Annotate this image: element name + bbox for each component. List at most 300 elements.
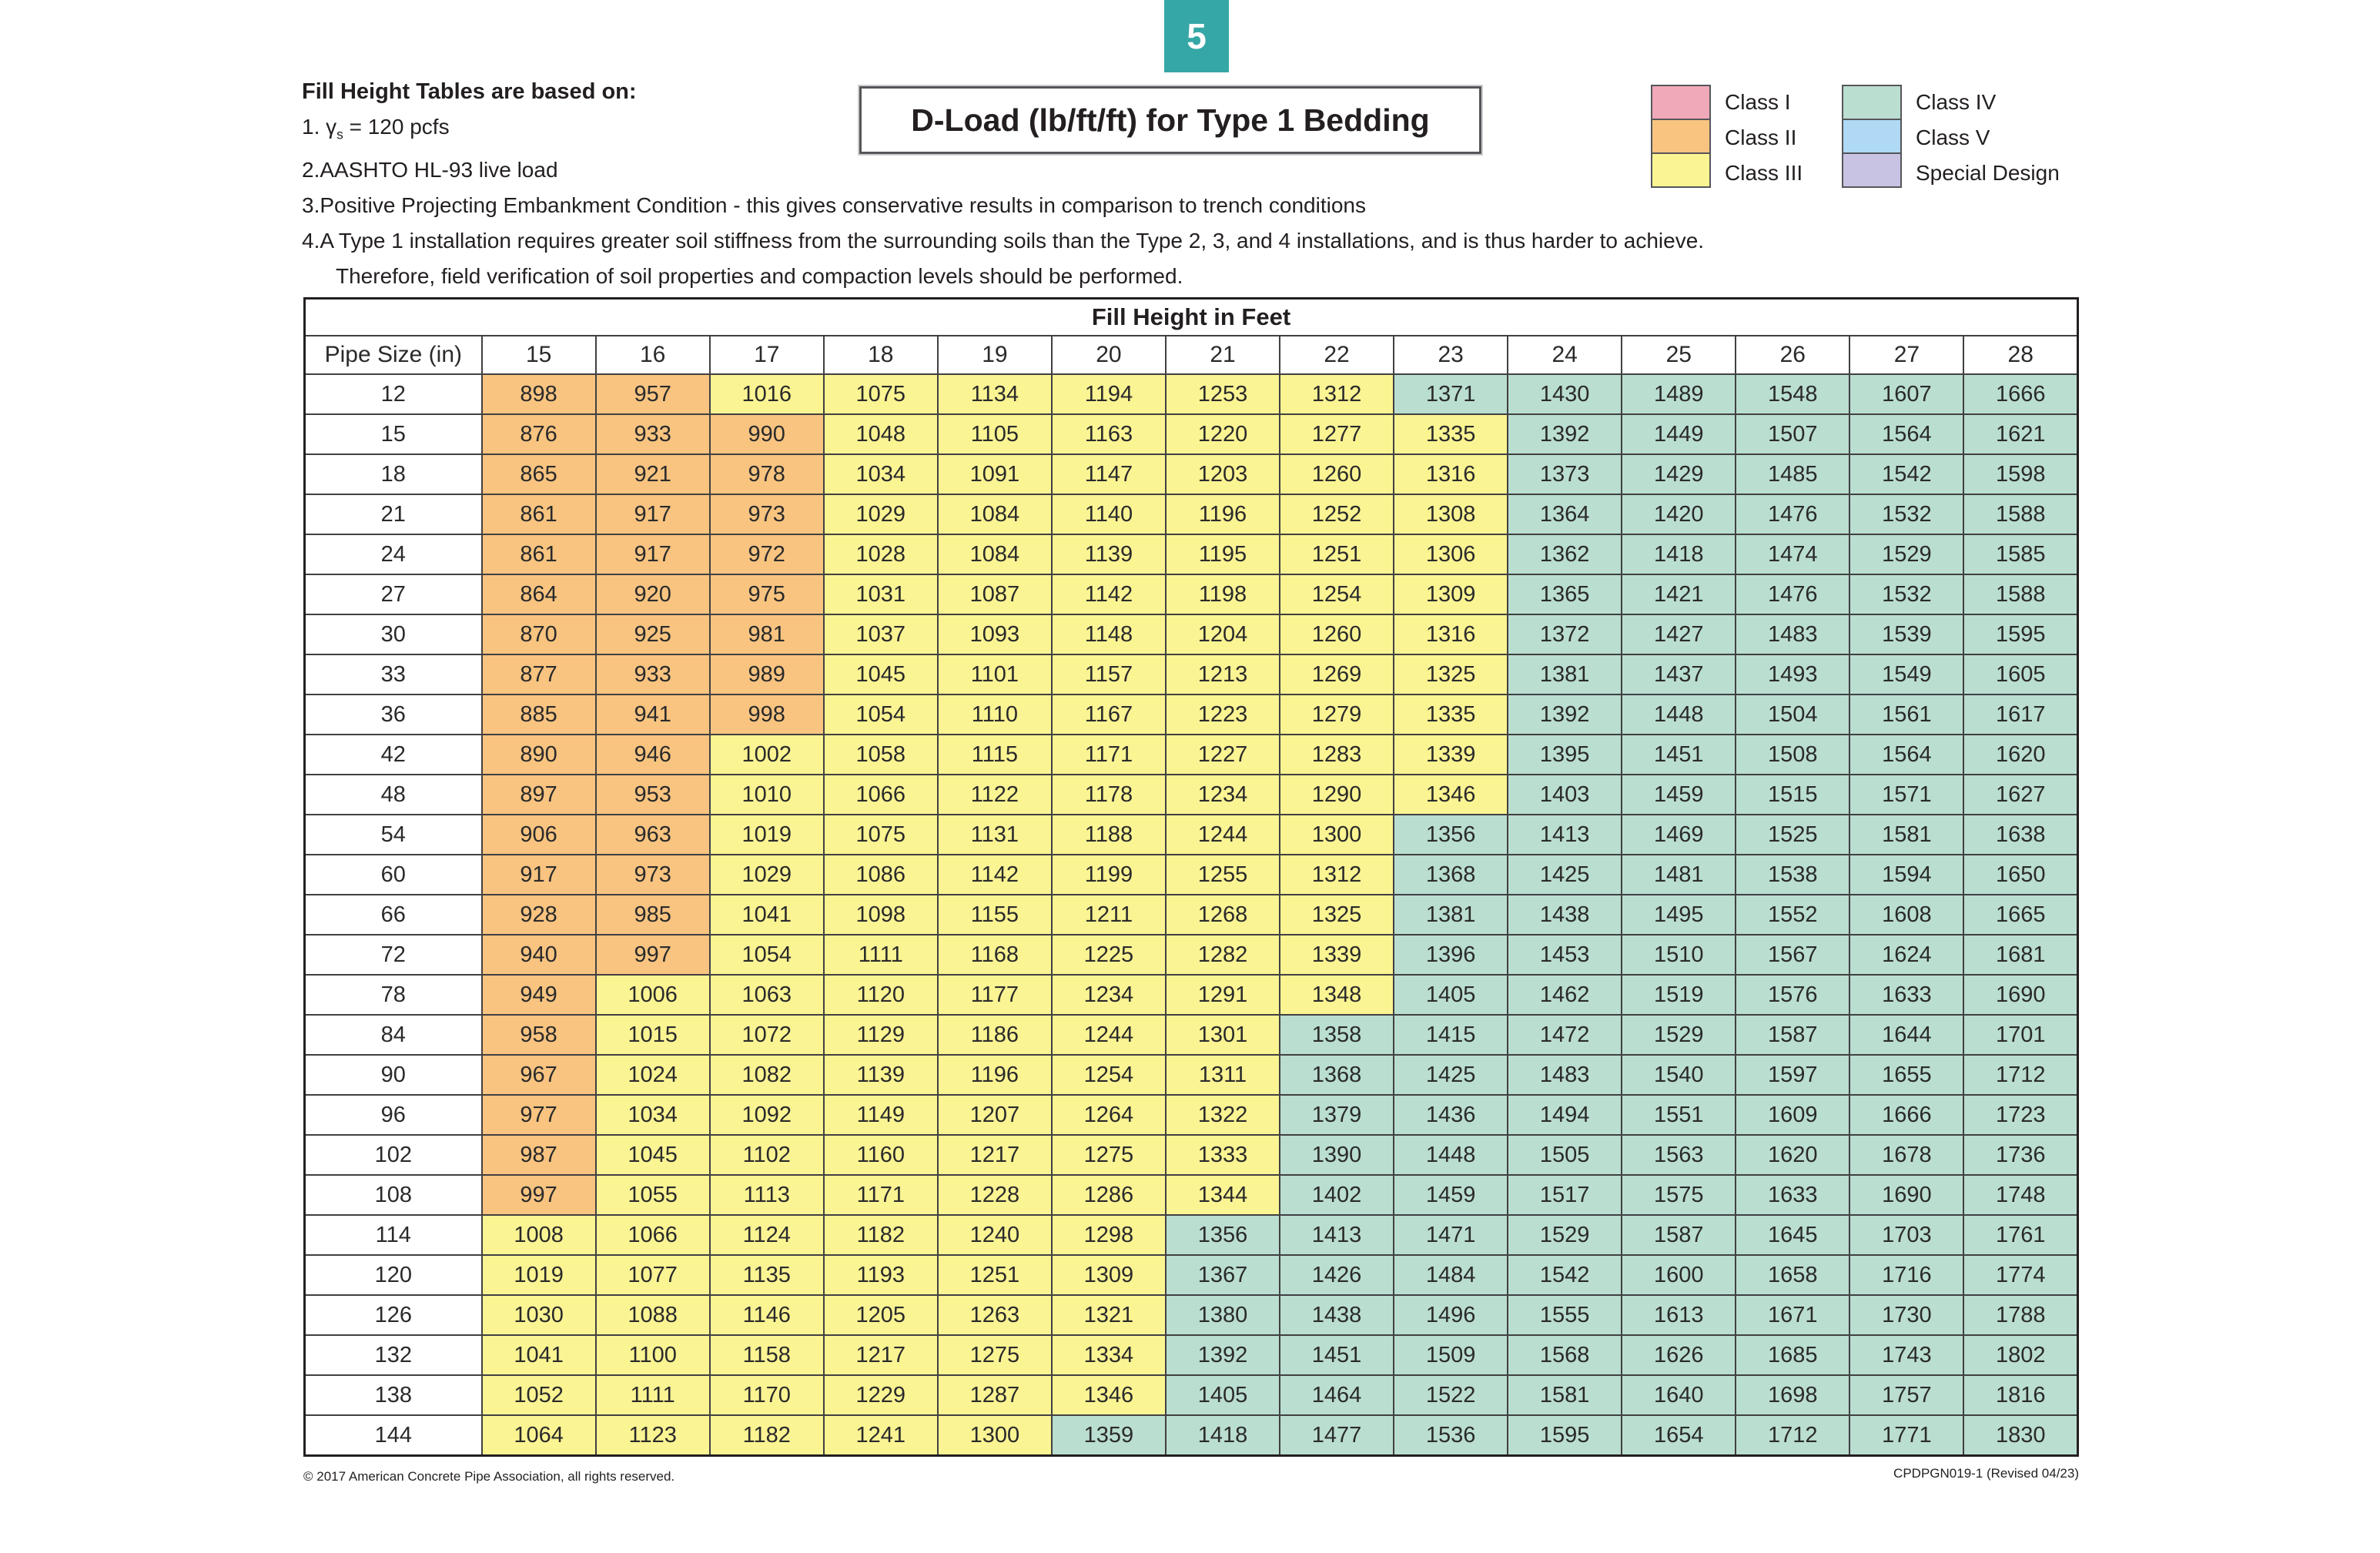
dload-cell: 1481 [1622, 855, 1736, 895]
dload-cell: 963 [596, 815, 710, 855]
dload-cell: 1712 [1736, 1415, 1849, 1456]
dload-cell: 1196 [938, 1055, 1052, 1095]
dload-cell: 1587 [1736, 1015, 1849, 1055]
dload-cell: 1322 [1166, 1095, 1280, 1135]
dload-cell: 1748 [1963, 1175, 2077, 1215]
dload-cell: 1730 [1849, 1295, 1963, 1335]
dload-cell: 1193 [824, 1255, 938, 1295]
dload-cell: 1309 [1052, 1255, 1166, 1295]
dload-cell: 1681 [1963, 935, 2077, 975]
dload-cell: 1171 [1052, 735, 1166, 775]
dload-cell: 1555 [1508, 1295, 1622, 1335]
dload-cell: 1588 [1963, 494, 2077, 534]
dload-cell: 1474 [1736, 534, 1849, 574]
pipe-size-cell: 102 [305, 1135, 482, 1175]
dload-cell: 1390 [1280, 1135, 1394, 1175]
pipe-size-cell: 132 [305, 1335, 482, 1375]
dload-cell: 1685 [1736, 1335, 1849, 1375]
dload-cell: 989 [710, 654, 824, 694]
pipe-size-cell: 96 [305, 1095, 482, 1135]
dload-cell: 1031 [824, 574, 938, 614]
dload-cell: 1228 [938, 1175, 1052, 1215]
dload-cell: 1665 [1963, 895, 2077, 935]
dload-cell: 1263 [938, 1295, 1052, 1335]
dload-cell: 1613 [1622, 1295, 1736, 1335]
dload-cell: 1723 [1963, 1095, 2077, 1135]
dload-cell: 1146 [710, 1295, 824, 1335]
dload-cell: 1088 [596, 1295, 710, 1335]
dload-cell: 1548 [1736, 374, 1849, 414]
fill-height-column-header: 25 [1622, 336, 1736, 374]
dload-cell: 1459 [1622, 775, 1736, 815]
dload-cell: 1252 [1280, 494, 1394, 534]
dload-cell: 1084 [938, 494, 1052, 534]
dload-cell: 1816 [1963, 1375, 2077, 1415]
dload-cell: 1082 [710, 1055, 824, 1095]
dload-cell: 1113 [710, 1175, 824, 1215]
dload-cell: 1381 [1508, 654, 1622, 694]
dload-cell: 1585 [1963, 534, 2077, 574]
dload-cell: 1392 [1508, 414, 1622, 454]
dload-cell: 1421 [1622, 574, 1736, 614]
dload-cell: 1134 [938, 374, 1052, 414]
dload-cell: 1142 [938, 855, 1052, 895]
table-row [305, 494, 2078, 534]
dload-cell: 1448 [1622, 694, 1736, 735]
dload-cell: 1802 [1963, 1335, 2077, 1375]
legend-swatch-class-iii [1651, 152, 1711, 188]
dload-cell: 1405 [1166, 1375, 1280, 1415]
dload-cell: 1426 [1280, 1255, 1394, 1295]
dload-cell: 1321 [1052, 1295, 1166, 1335]
dload-cell: 1092 [710, 1095, 824, 1135]
dload-cell: 1655 [1849, 1055, 1963, 1095]
table-row [305, 1295, 2078, 1335]
dload-cell: 1626 [1622, 1335, 1736, 1375]
dload-cell: 1160 [824, 1135, 938, 1175]
dload-cell: 1413 [1508, 815, 1622, 855]
dload-cell: 1638 [1963, 815, 2077, 855]
dload-cell: 1182 [824, 1215, 938, 1255]
copyright-text: © 2017 American Concrete Pipe Association, all rights reserved. [303, 1469, 675, 1484]
dload-cell: 1346 [1394, 775, 1508, 815]
dload-cell: 1269 [1280, 654, 1394, 694]
dload-cell: 1540 [1622, 1055, 1736, 1095]
dload-cell: 906 [482, 815, 596, 855]
dload-cell: 1344 [1166, 1175, 1280, 1215]
dload-cell: 1260 [1280, 614, 1394, 654]
dload-cell: 1449 [1622, 414, 1736, 454]
dload-cell: 870 [482, 614, 596, 654]
legend-label-class-i: Class I [1725, 90, 1791, 114]
dload-cell: 1034 [596, 1095, 710, 1135]
legend-label-column [1916, 85, 2060, 191]
dload-cell: 1620 [1736, 1135, 1849, 1175]
dload-cell: 1203 [1166, 454, 1280, 494]
dload-cell: 1170 [710, 1375, 824, 1415]
pipe-size-cell: 90 [305, 1055, 482, 1095]
dload-cell: 1358 [1280, 1015, 1394, 1055]
dload-cell: 1028 [824, 534, 938, 574]
fill-height-column-header: 18 [824, 336, 938, 374]
dload-cell: 1413 [1280, 1215, 1394, 1255]
dload-cell: 1316 [1394, 454, 1508, 494]
dload-cell: 1063 [710, 975, 824, 1015]
dload-cell: 1608 [1849, 895, 1963, 935]
dload-cell: 1055 [596, 1175, 710, 1215]
dload-cell: 1234 [1166, 775, 1280, 815]
dload-cell: 1690 [1963, 975, 2077, 1015]
dload-cell: 1155 [938, 895, 1052, 935]
dload-cell: 1158 [710, 1335, 824, 1375]
dload-cell: 1064 [482, 1415, 596, 1456]
legend-group [1651, 85, 1842, 191]
pipe-size-cell: 126 [305, 1295, 482, 1335]
dload-cell: 920 [596, 574, 710, 614]
dload-cell: 1451 [1280, 1335, 1394, 1375]
dload-cell: 1348 [1280, 975, 1394, 1015]
legend [1651, 85, 2060, 191]
dload-cell: 1045 [596, 1135, 710, 1175]
legend-swatch-class-i [1651, 85, 1711, 120]
dload-cell: 1587 [1622, 1215, 1736, 1255]
legend-swatch-class-iv [1842, 85, 1902, 120]
legend-group [1842, 85, 2060, 191]
pipe-size-cell: 21 [305, 494, 482, 534]
legend-label-class-iii: Class III [1725, 161, 1803, 185]
legend-swatch-special-design [1842, 152, 1902, 188]
dload-cell: 1621 [1963, 414, 2077, 454]
dload-cell: 1551 [1622, 1095, 1736, 1135]
note-1-text: 1. γ [302, 115, 337, 139]
pipe-size-cell: 54 [305, 815, 482, 855]
dload-cell: 1392 [1166, 1335, 1280, 1375]
dload-cell: 1163 [1052, 414, 1166, 454]
fill-height-column-header: 21 [1166, 336, 1280, 374]
dload-cell: 1072 [710, 1015, 824, 1055]
dload-cell: 1301 [1166, 1015, 1280, 1055]
gamma-subscript: s [336, 126, 343, 142]
dload-cell: 1333 [1166, 1135, 1280, 1175]
pipe-size-cell: 30 [305, 614, 482, 654]
dload-cell: 1196 [1166, 494, 1280, 534]
dload-cell: 1771 [1849, 1415, 1963, 1456]
dload-cell: 1493 [1736, 654, 1849, 694]
dload-cell: 981 [710, 614, 824, 654]
dload-cell: 1438 [1508, 895, 1622, 935]
dload-cell: 1372 [1508, 614, 1622, 654]
dload-cell: 1275 [1052, 1135, 1166, 1175]
pipe-size-cell: 78 [305, 975, 482, 1015]
dload-cell: 1244 [1166, 815, 1280, 855]
dload-cell: 1157 [1052, 654, 1166, 694]
dload-cell: 1437 [1622, 654, 1736, 694]
dload-cell: 890 [482, 735, 596, 775]
dload-cell: 1167 [1052, 694, 1166, 735]
dload-cell: 1186 [938, 1015, 1052, 1055]
dload-cell: 1415 [1394, 1015, 1508, 1055]
table-row [305, 1055, 2078, 1095]
dload-cell: 1075 [824, 374, 938, 414]
dload-cell: 1016 [710, 374, 824, 414]
dload-cell: 1532 [1849, 574, 1963, 614]
dload-cell: 1087 [938, 574, 1052, 614]
fill-height-column-header: 15 [482, 336, 596, 374]
dload-cell: 1373 [1508, 454, 1622, 494]
dload-cell: 941 [596, 694, 710, 735]
fill-height-header: Fill Height in Feet [305, 299, 2078, 336]
legend-swatch-class-ii [1651, 119, 1711, 154]
dload-cell: 1034 [824, 454, 938, 494]
dload-cell: 1605 [1963, 654, 2077, 694]
dload-cell: 1147 [1052, 454, 1166, 494]
dload-cell: 1142 [1052, 574, 1166, 614]
dload-cell: 1041 [710, 895, 824, 935]
fill-height-column-header: 24 [1508, 336, 1622, 374]
legend-label-class-iv: Class IV [1916, 90, 1997, 114]
dload-cell: 1015 [596, 1015, 710, 1055]
dload-cell: 1525 [1736, 815, 1849, 855]
dload-cell: 1496 [1394, 1295, 1508, 1335]
dload-cell: 1335 [1394, 694, 1508, 735]
pipe-size-cell: 33 [305, 654, 482, 694]
dload-cell: 1425 [1508, 855, 1622, 895]
dload-cell: 1325 [1280, 895, 1394, 935]
dload-cell: 1290 [1280, 775, 1394, 815]
dload-cell: 1504 [1736, 694, 1849, 735]
dload-cell: 1335 [1394, 414, 1508, 454]
dload-cell: 1429 [1622, 454, 1736, 494]
dload-cell: 1640 [1622, 1375, 1736, 1415]
dload-cell: 1058 [824, 735, 938, 775]
dload-cell: 1485 [1736, 454, 1849, 494]
dload-cell: 925 [596, 614, 710, 654]
legend-swatch-column [1651, 85, 1711, 191]
dload-cell: 1054 [710, 935, 824, 975]
dload-cell: 1418 [1166, 1415, 1280, 1456]
table-row [305, 895, 2078, 935]
dload-cell: 1459 [1394, 1175, 1508, 1215]
dload-cell: 1607 [1849, 374, 1963, 414]
dload-cell: 1595 [1963, 614, 2077, 654]
dload-cell: 1356 [1394, 815, 1508, 855]
dload-cell: 1139 [824, 1055, 938, 1095]
dload-cell: 1195 [1166, 534, 1280, 574]
note-4: 4.A Type 1 installation requires greater soil stiffness from the surrounding soils than the Type 2, 3, and 4 installations, and is thus harder to achieve. [302, 228, 1705, 253]
dload-cell: 1148 [1052, 614, 1166, 654]
dload-cell: 1420 [1622, 494, 1736, 534]
note-2: 2.AASHTO HL-93 live load [302, 157, 558, 182]
dload-cell: 1291 [1166, 975, 1280, 1015]
table-row [305, 1135, 2078, 1175]
dload-cell: 1220 [1166, 414, 1280, 454]
dload-cell: 1312 [1280, 855, 1394, 895]
dload-cell: 1489 [1622, 374, 1736, 414]
dload-cell: 1627 [1963, 775, 2077, 815]
fill-height-column-header: 26 [1736, 336, 1849, 374]
dload-cell: 1571 [1849, 775, 1963, 815]
dload-cell: 1111 [824, 935, 938, 975]
dload-cell: 1093 [938, 614, 1052, 654]
dload-cell: 1286 [1052, 1175, 1166, 1215]
dload-cell: 1311 [1166, 1055, 1280, 1095]
dload-cell: 1403 [1508, 775, 1622, 815]
pipe-size-cell: 24 [305, 534, 482, 574]
dload-cell: 1254 [1052, 1055, 1166, 1095]
fill-height-table [303, 297, 2079, 1457]
dload-cell: 1048 [824, 414, 938, 454]
dload-cell: 861 [482, 494, 596, 534]
dload-cell: 1617 [1963, 694, 2077, 735]
dload-cell: 958 [482, 1015, 596, 1055]
legend-label-class-v: Class V [1916, 126, 1990, 149]
fill-height-column-header: 19 [938, 336, 1052, 374]
dload-cell: 949 [482, 975, 596, 1015]
table-row [305, 1375, 2078, 1415]
dload-cell: 1515 [1736, 775, 1849, 815]
page-title: D-Load (lb/ft/ft) for Type 1 Bedding [911, 102, 1430, 138]
dload-cell: 1084 [938, 534, 1052, 574]
dload-cell: 1405 [1394, 975, 1508, 1015]
dload-cell: 1624 [1849, 935, 1963, 975]
dload-cell: 1536 [1394, 1415, 1508, 1456]
dload-cell: 1567 [1736, 935, 1849, 975]
dload-cell: 1223 [1166, 694, 1280, 735]
legend-label-column [1725, 85, 1842, 191]
dload-cell: 1736 [1963, 1135, 2077, 1175]
dload-cell: 1576 [1736, 975, 1849, 1015]
dload-cell: 1244 [1052, 1015, 1166, 1055]
dload-cell: 1325 [1394, 654, 1508, 694]
dload-cell: 1334 [1052, 1335, 1166, 1375]
dload-cell: 1339 [1280, 935, 1394, 975]
dload-cell: 1396 [1394, 935, 1508, 975]
dload-cell: 1495 [1622, 895, 1736, 935]
dload-cell: 1476 [1736, 494, 1849, 534]
dload-cell: 1359 [1052, 1415, 1166, 1456]
dload-cell: 1002 [710, 735, 824, 775]
dload-cell: 1041 [482, 1335, 596, 1375]
dload-cell: 973 [596, 855, 710, 895]
table-row [305, 654, 2078, 694]
dload-cell: 1240 [938, 1215, 1052, 1255]
table-row [305, 694, 2078, 735]
dload-cell: 1539 [1849, 614, 1963, 654]
dload-cell: 997 [596, 935, 710, 975]
dload-cell: 1300 [938, 1415, 1052, 1456]
dload-cell: 1140 [1052, 494, 1166, 534]
dload-cell: 861 [482, 534, 596, 574]
dload-cell: 1277 [1280, 414, 1394, 454]
table-row [305, 855, 2078, 895]
dload-cell: 1006 [596, 975, 710, 1015]
dload-cell: 1509 [1394, 1335, 1508, 1375]
dload-cell: 1122 [938, 775, 1052, 815]
dload-cell: 1124 [710, 1215, 824, 1255]
dload-cell: 1229 [824, 1375, 938, 1415]
dload-cell: 1204 [1166, 614, 1280, 654]
dload-cell: 1595 [1508, 1415, 1622, 1456]
dload-cell: 972 [710, 534, 824, 574]
fill-height-column-header: 16 [596, 336, 710, 374]
dload-cell: 1149 [824, 1095, 938, 1135]
table-row [305, 574, 2078, 614]
title-box [859, 86, 1481, 154]
dload-cell: 1066 [824, 775, 938, 815]
pipe-size-cell: 42 [305, 735, 482, 775]
dload-cell: 1522 [1394, 1375, 1508, 1415]
dload-cell: 1365 [1508, 574, 1622, 614]
dload-cell: 973 [710, 494, 824, 534]
dload-cell: 1115 [938, 735, 1052, 775]
dload-cell: 1275 [938, 1335, 1052, 1375]
table-row [305, 975, 2078, 1015]
table-row [305, 815, 2078, 855]
dload-cell: 987 [482, 1135, 596, 1175]
table-row [305, 935, 2078, 975]
dload-cell: 1205 [824, 1295, 938, 1335]
table-row [305, 454, 2078, 494]
dload-cell: 1761 [1963, 1215, 2077, 1255]
dload-cell: 1194 [1052, 374, 1166, 414]
dload-cell: 917 [596, 494, 710, 534]
dload-cell: 1549 [1849, 654, 1963, 694]
dload-cell: 1712 [1963, 1055, 2077, 1095]
dload-cell: 865 [482, 454, 596, 494]
legend-swatch-class-v [1842, 119, 1902, 154]
dload-cell: 1253 [1166, 374, 1280, 414]
dload-cell: 1110 [938, 694, 1052, 735]
dload-cell: 957 [596, 374, 710, 414]
note-1-rest: = 120 pcfs [343, 115, 450, 139]
dload-cell: 1484 [1394, 1255, 1508, 1295]
table-row [305, 614, 2078, 654]
dload-cell: 1168 [938, 935, 1052, 975]
table-row [305, 1095, 2078, 1135]
dload-cell: 1287 [938, 1375, 1052, 1415]
dload-cell: 1532 [1849, 494, 1963, 534]
dload-cell: 1251 [1280, 534, 1394, 574]
dload-cell: 1743 [1849, 1335, 1963, 1375]
dload-cell: 1430 [1508, 374, 1622, 414]
dload-cell: 1066 [596, 1215, 710, 1255]
dload-cell: 1254 [1280, 574, 1394, 614]
dload-cell: 1171 [824, 1175, 938, 1215]
dload-cell: 1671 [1736, 1295, 1849, 1335]
table-row [305, 1175, 2078, 1215]
dload-cell: 1075 [824, 815, 938, 855]
dload-cell: 1024 [596, 1055, 710, 1095]
dload-cell: 1225 [1052, 935, 1166, 975]
dload-cell: 1019 [482, 1255, 596, 1295]
legend-swatch-column [1842, 85, 1902, 191]
dload-cell: 1227 [1166, 735, 1280, 775]
dload-cell: 1362 [1508, 534, 1622, 574]
dload-cell: 1037 [824, 614, 938, 654]
dload-cell: 1123 [596, 1415, 710, 1456]
dload-cell: 1427 [1622, 614, 1736, 654]
dload-cell: 1510 [1622, 935, 1736, 975]
dload-cell: 1581 [1849, 815, 1963, 855]
dload-cell: 1564 [1849, 735, 1963, 775]
dload-cell: 1563 [1622, 1135, 1736, 1175]
dload-cell: 1451 [1622, 735, 1736, 775]
dload-cell: 978 [710, 454, 824, 494]
table-row [305, 735, 2078, 775]
dload-cell: 1213 [1166, 654, 1280, 694]
dload-cell: 1462 [1508, 975, 1622, 1015]
dload-cell: 1703 [1849, 1215, 1963, 1255]
